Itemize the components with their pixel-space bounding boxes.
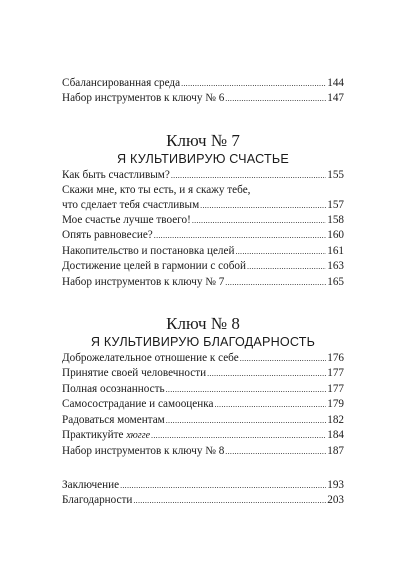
toc-entry: [62, 444, 344, 459]
toc-entry: [62, 428, 344, 443]
toc-entry-title: Принятие своей человечности: [62, 367, 207, 380]
key-7-heading: Ключ № 7: [166, 130, 240, 150]
toc-entry-title: Заключение: [62, 478, 120, 491]
dot-leader: [166, 383, 327, 397]
toc-entry-page: 161: [327, 244, 344, 257]
dot-leader: [235, 245, 326, 259]
toc-entry-page: 144: [327, 77, 344, 89]
toc-entry-page: 182: [327, 413, 344, 426]
dot-leader: [207, 367, 326, 381]
toc-entry-title: Доброжелательное отношение к себе: [62, 352, 239, 365]
toc-entry-page: 160: [327, 229, 344, 242]
toc-entry-title: [62, 428, 150, 443]
toc-entry-page: 165: [327, 275, 344, 288]
dot-leader: [225, 445, 326, 459]
dot-leader: [225, 276, 326, 290]
toc-entry: [62, 275, 344, 290]
key-8-heading: Ключ № 8: [166, 314, 240, 334]
toc-entry-title: Опять равновесие?: [62, 229, 153, 242]
toc-entry: [62, 397, 344, 412]
toc-entry-page: 176: [327, 352, 344, 365]
toc-entry: [62, 413, 344, 428]
toc-entry-page: 187: [327, 444, 344, 457]
dot-leader: [225, 92, 326, 106]
dot-leader: [200, 199, 326, 213]
toc-entry: [62, 244, 344, 259]
toc-entry: [62, 228, 344, 243]
toc-entry-title: Благодарности: [62, 494, 133, 507]
toc-entry-page: 177: [327, 367, 344, 380]
dot-leader: [154, 229, 326, 243]
dot-leader: [171, 169, 326, 183]
toc-entry-title-line1: Скажи мне, кто ты есть, и я скажу тебе,: [62, 184, 251, 197]
toc-entry-page: 147: [327, 92, 344, 105]
toc-entry-title: Набор инструментов к ключу № 8: [62, 444, 225, 457]
toc-entry-title: Радоваться моментам: [62, 413, 165, 426]
toc-entry-page: 203: [327, 494, 344, 507]
toc-entry: [62, 493, 344, 508]
toc-entry-page: 193: [327, 478, 344, 491]
dot-leader: [166, 414, 326, 428]
dot-leader: [181, 77, 326, 91]
toc-entry-page: 184: [327, 429, 344, 442]
toc-entry-title: Полная осознанность: [62, 382, 165, 395]
toc-entry-page: 155: [327, 168, 344, 181]
toc-entry: [62, 366, 344, 381]
section-gap: [62, 459, 344, 478]
toc-entry-page: 158: [327, 214, 344, 227]
toc-entry-title-text: Практикуйте: [62, 429, 127, 442]
toc-entry-page: 157: [327, 198, 344, 211]
toc-entry: [62, 91, 344, 106]
dot-leader: [192, 214, 326, 228]
toc-entry-page: 177: [327, 382, 344, 395]
toc-entry-page: 163: [327, 260, 344, 273]
table-of-contents: [62, 76, 344, 509]
dot-leader: [120, 479, 326, 493]
toc-entry-title-italic: хюгге: [126, 430, 151, 442]
toc-entry-title: Набор инструментов к ключу № 6: [62, 92, 225, 105]
toc-entry-title: Сбалансированная среда: [62, 77, 181, 89]
key-8-subtitle: Я КУЛЬТИВИРУЮ БЛАГОДАРНОСТЬ: [90, 335, 316, 350]
toc-entry-page: 179: [327, 398, 344, 411]
toc-entry: [62, 213, 344, 228]
dot-leader: [151, 429, 326, 443]
toc-entry: [62, 478, 344, 493]
toc-entry-title: Накопительство и постановка целей: [62, 244, 235, 257]
dot-leader: [133, 494, 326, 508]
toc-entry-title: Как быть счастливым?: [62, 168, 170, 181]
toc-entry: [62, 259, 344, 274]
toc-entry-title: Достижение целей в гармонии с собой: [62, 260, 246, 273]
dot-leader: [240, 352, 327, 366]
dot-leader: [247, 260, 326, 274]
toc-entry-title: Набор инструментов к ключу № 7: [62, 275, 225, 288]
key-7-subtitle: Я КУЛЬТИВИРУЮ СЧАСТЬЕ: [117, 151, 289, 166]
toc-entry: [62, 183, 344, 213]
toc-entry: [62, 351, 344, 366]
toc-entry-title: Мое счастье лучше твоего!: [62, 214, 191, 227]
toc-entry: [62, 382, 344, 397]
toc-entry: [62, 168, 344, 183]
toc-entry: [62, 76, 344, 91]
toc-entry-title: Самосострадание и самооценка: [62, 398, 214, 411]
dot-leader: [214, 398, 326, 412]
toc-entry-title: что сделает тебя счастливым: [62, 198, 200, 211]
